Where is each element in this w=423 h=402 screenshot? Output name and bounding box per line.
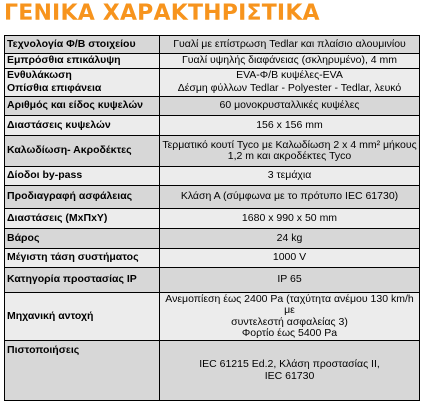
row-label: Ενθυλάκωση: [5, 69, 160, 82]
page-title: ΓΕΝΙΚΑ ΧΑΡΑΚΤΗΡΙΣΤΙΚΑ: [4, 1, 320, 26]
row-label: Δίοδοι by-pass: [5, 167, 160, 186]
row-value: Γυαλί υψηλής διαφάνειας (σκληρυμένο), 4 mm: [160, 54, 420, 69]
table-row: [5, 167, 420, 186]
row-value: 1000 V: [160, 249, 420, 268]
row-value: Κλάση Α (σύμφωνα με το πρότυπο IEC 61730): [160, 186, 420, 209]
row-value: Δέσμη φύλλων Tedlar - Polyester - Tedlar, λευκό: [160, 82, 420, 97]
value-line: Φορτίο έως 5400 Pa: [241, 326, 338, 339]
table-row: [5, 249, 420, 268]
specs-table: [4, 35, 420, 401]
table-row: [5, 116, 420, 136]
table-row: [5, 82, 420, 97]
row-value: 60 μονοκρυσταλλικές κυψέλες: [160, 97, 420, 116]
row-value: Γυαλί με επίστρωση Tedlar και πλαίσιο αλουμινίου: [160, 36, 420, 54]
table-row: [5, 97, 420, 116]
table-row: [5, 136, 420, 167]
row-label: Βάρος: [5, 229, 160, 249]
row-label: Καλωδίωση- Ακροδέκτες: [5, 136, 160, 167]
row-value: [160, 341, 420, 401]
row-value: [160, 136, 420, 167]
value-line: Τερματικό κουτί Tyco με Καλωδίωση 2 x 4 mm² μήκους: [162, 138, 417, 151]
table-row: [5, 69, 420, 82]
row-value: [160, 293, 420, 341]
row-value: 24 kg: [160, 229, 420, 249]
row-value: EVA-Φ/Β κυψέλες-EVA: [160, 69, 420, 82]
row-value: 156 x 156 mm: [160, 116, 420, 136]
table-row: [5, 268, 420, 293]
row-label: Οπίσθια επιφάνεια: [5, 82, 160, 97]
table-row: [5, 186, 420, 209]
row-label: Πιστοποιήσεις: [5, 341, 160, 401]
row-value: 3 τεμάχια: [160, 167, 420, 186]
row-label: Διαστάσεις (ΜxΠxΥ): [5, 209, 160, 229]
value-line: 1,2 m και ακροδέκτες Tyco: [227, 150, 352, 162]
row-label: Μηχανική αντοχή: [5, 293, 160, 341]
value-line: IEC 61215 Ed.2, Κλάση προστασίας II,: [199, 358, 380, 371]
table-row: [5, 293, 420, 341]
table-row: [5, 229, 420, 249]
table-row: [5, 54, 420, 69]
row-label: Κατηγορία προστασίας IP: [5, 268, 160, 293]
value-line: IEC 61730: [264, 369, 315, 382]
row-value: IP 65: [160, 268, 420, 293]
row-value: 1680 x 990 x 50 mm: [160, 209, 420, 229]
row-label: Διαστάσεις κυψελών: [5, 116, 160, 136]
table-row: [5, 341, 420, 401]
table-row: [5, 209, 420, 229]
row-label: Προδιαγραφή ασφάλειας: [5, 186, 160, 209]
value-line: συντελεστή ασφαλείας 3): [231, 315, 348, 328]
row-label: Τεχνολογία Φ/Β στοιχείου: [5, 36, 160, 54]
row-label: Αριθμός και είδος κυψελών: [5, 97, 160, 116]
row-label: Εμπρόσθια επικάλυψη: [5, 54, 160, 69]
row-label: Μέγιστη τάση συστήματος: [5, 249, 160, 268]
table-row: [5, 36, 420, 54]
value-line: Ανεμοπίεση έως 2400 Pa (ταχύτητα ανέμου 130 km/h με: [165, 292, 414, 317]
